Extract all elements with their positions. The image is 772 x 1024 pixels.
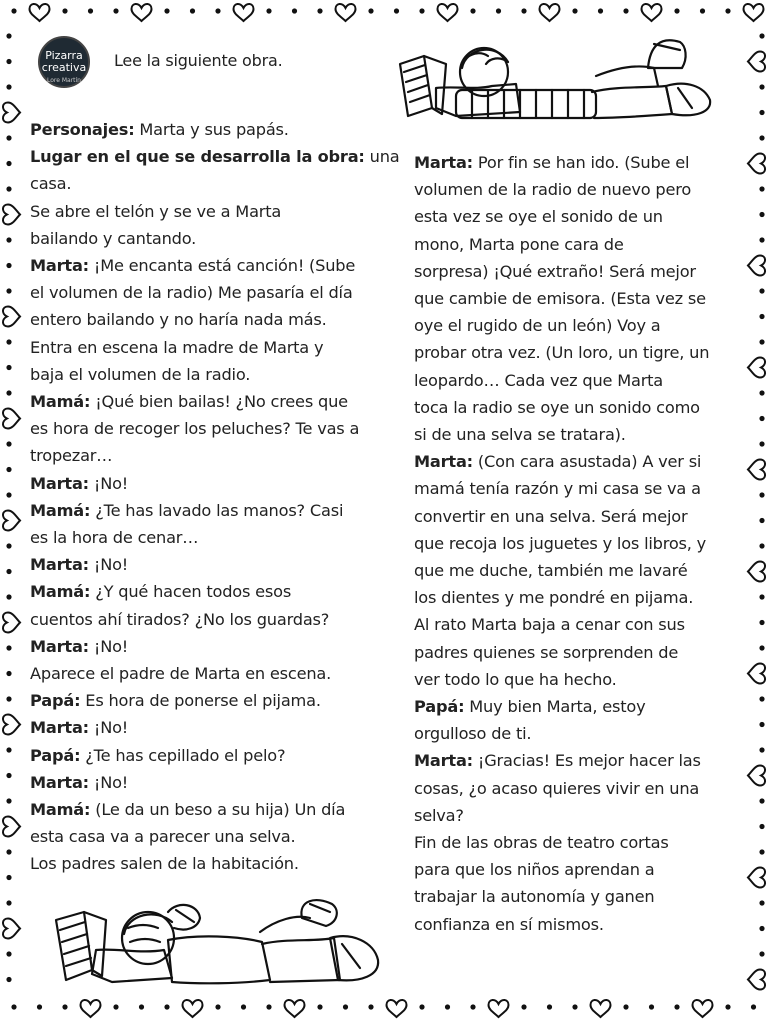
- border-dot: [6, 365, 11, 370]
- text-line: [30, 116, 402, 143]
- border-heart: [3, 205, 20, 225]
- border-dot: [6, 161, 11, 166]
- border-dot: [700, 8, 705, 13]
- dialogue-text: los dientes y me pondré en pijama.: [414, 588, 694, 608]
- border-dot: [6, 543, 11, 548]
- border-heart: [489, 1000, 509, 1017]
- text-line: [414, 176, 754, 203]
- dialogue-text: una: [364, 147, 400, 167]
- text-line: [30, 687, 402, 714]
- dialogue-text: volumen de la radio de nuevo pero: [414, 180, 692, 200]
- speaker-label: Marta:: [30, 772, 89, 792]
- dialogue-text: mamá tenía razón y mi casa se va a: [414, 479, 701, 499]
- border-heart: [30, 4, 50, 21]
- border-dot: [759, 543, 764, 548]
- border-dot: [445, 1004, 450, 1009]
- border-dot: [759, 492, 764, 497]
- text-line: [414, 693, 754, 720]
- border-heart: [540, 4, 560, 21]
- dialogue-text: baja el volumen de la radio.: [30, 364, 251, 384]
- speaker-label: Marta:: [30, 473, 89, 493]
- dialogue-text: orgulloso de ti.: [414, 724, 532, 744]
- border-dot: [11, 1004, 16, 1009]
- left-column-text: [30, 116, 402, 878]
- border-dot: [266, 1004, 271, 1009]
- border-dot: [759, 645, 764, 650]
- speaker-label: Marta:: [414, 452, 473, 472]
- border-dot: [6, 951, 11, 956]
- text-line: [30, 225, 402, 252]
- dialogue-text: selva?: [414, 805, 464, 825]
- dialogue-text: mono, Marta pone cara de: [414, 234, 624, 254]
- dialogue-text: confianza en sí mismos.: [414, 914, 604, 934]
- text-line: [414, 285, 754, 312]
- border-heart: [81, 1000, 101, 1017]
- border-dot: [6, 977, 11, 982]
- border-dot: [190, 8, 195, 13]
- border-dot: [6, 441, 11, 446]
- dialogue-text: sorpresa) ¡Qué extraño! Será mejor: [414, 261, 696, 281]
- border-dot: [572, 1004, 577, 1009]
- speaker-label: Marta:: [414, 751, 473, 771]
- text-line: [30, 524, 402, 551]
- dialogue-text: ¡Qué bien bailas! ¿No crees que: [90, 392, 348, 412]
- text-line: [30, 252, 402, 279]
- text-line: [414, 203, 754, 230]
- border-dot: [37, 1004, 42, 1009]
- border-dot: [759, 951, 764, 956]
- text-line: [30, 334, 402, 361]
- border-dot: [759, 594, 764, 599]
- text-line: [414, 530, 754, 557]
- border-dot: [759, 747, 764, 752]
- border-heart: [438, 4, 458, 21]
- border-dot: [6, 645, 11, 650]
- border-dot: [113, 1004, 118, 1009]
- border-dot: [759, 620, 764, 625]
- border-dot: [759, 110, 764, 115]
- dialogue-text: es la hora de cenar…: [30, 528, 199, 548]
- border-dot: [759, 314, 764, 319]
- border-dot: [725, 1004, 730, 1009]
- border-dot: [623, 1004, 628, 1009]
- text-line: [414, 666, 754, 693]
- dialogue-text: ¡Gracias! Es mejor hacer las: [472, 751, 701, 771]
- border-dot: [759, 518, 764, 523]
- border-dot: [6, 492, 11, 497]
- text-line: [30, 714, 402, 741]
- dialogue-text: que me duche, también me lavaré: [414, 561, 688, 581]
- dialogue-text: ¡Me encanta está canción! (Sube: [88, 256, 356, 276]
- dialogue-text: probar otra vez. (Un loro, un tigre, un: [414, 343, 710, 363]
- boy-reading-illustration: [396, 28, 714, 126]
- border-dot: [6, 594, 11, 599]
- text-line: [414, 231, 754, 258]
- dialogue-text: ¿Y qué hacen todos esos: [90, 582, 292, 602]
- border-dot: [6, 288, 11, 293]
- border-dot: [759, 237, 764, 242]
- text-line: [30, 388, 402, 415]
- text-line: [414, 856, 754, 883]
- dialogue-text: ¡No!: [88, 636, 129, 656]
- text-line: [30, 606, 402, 633]
- dialogue-text: Los padres salen de la habitación.: [30, 854, 299, 874]
- text-line: [30, 796, 402, 823]
- text-line: [30, 578, 402, 605]
- text-line: [414, 339, 754, 366]
- border-dot: [759, 824, 764, 829]
- border-dot: [6, 849, 11, 854]
- text-line: [30, 198, 402, 225]
- border-dot: [6, 875, 11, 880]
- dialogue-text: ¡No!: [88, 772, 129, 792]
- border-dot: [88, 8, 93, 13]
- dialogue-text: esta casa va a parecer una selva.: [30, 827, 296, 847]
- border-dot: [759, 186, 764, 191]
- speaker-label: Mamá:: [30, 500, 91, 520]
- border-dot: [139, 1004, 144, 1009]
- dialogue-text: trabajar la autonomía y ganen: [414, 887, 655, 907]
- speaker-label: Marta:: [30, 636, 89, 656]
- dialogue-text: oye el rugido de un león) Voy a: [414, 316, 661, 336]
- text-line: [414, 639, 754, 666]
- border-dot: [215, 1004, 220, 1009]
- text-line: [30, 823, 402, 850]
- border-heart: [3, 103, 20, 123]
- text-line: [30, 470, 402, 497]
- border-dot: [6, 671, 11, 676]
- text-line: [414, 747, 754, 774]
- text-line: [30, 742, 402, 769]
- border-heart: [387, 1000, 407, 1017]
- dialogue-text: para que los niños aprendan a: [414, 860, 655, 880]
- text-line: [30, 497, 402, 524]
- dialogue-text: ¡No!: [88, 718, 129, 738]
- dialogue-text: Aparece el padre de Marta en escena.: [30, 664, 332, 684]
- text-line: [414, 475, 754, 502]
- border-dot: [759, 900, 764, 905]
- dialogue-text: leopardo… Cada vez que Marta: [414, 370, 664, 390]
- dialogue-text: que cambie de emisora. (Esta vez se: [414, 289, 706, 309]
- border-dot: [6, 339, 11, 344]
- border-dot: [547, 1004, 552, 1009]
- text-line: [30, 769, 402, 796]
- border-heart: [3, 511, 20, 531]
- dialogue-text: ver todo lo que ha hecho.: [414, 669, 617, 689]
- text-line: [30, 361, 402, 388]
- dialogue-text: cuentos ahí tirados? ¿No los guardas?: [30, 609, 330, 629]
- border-dot: [6, 569, 11, 574]
- border-dot: [6, 696, 11, 701]
- border-dot: [164, 8, 169, 13]
- text-line: [414, 802, 754, 829]
- border-heart: [132, 4, 152, 21]
- text-line: [414, 584, 754, 611]
- text-line: [30, 850, 402, 877]
- speaker-label: Lugar en el que se desarrolla la obra:: [30, 147, 365, 167]
- border-dot: [6, 237, 11, 242]
- dialogue-text: Es hora de ponerse el pijama.: [80, 691, 321, 711]
- border-dot: [759, 849, 764, 854]
- border-dot: [6, 84, 11, 89]
- dialogue-text: padres quienes se sorprenden de: [414, 642, 679, 662]
- text-line: [414, 448, 754, 475]
- text-line: [414, 367, 754, 394]
- border-heart: [3, 307, 20, 327]
- border-dot: [759, 416, 764, 421]
- border-dot: [470, 8, 475, 13]
- border-dot: [6, 263, 11, 268]
- border-dot: [419, 1004, 424, 1009]
- border-dot: [759, 390, 764, 395]
- speaker-label: Personajes:: [30, 120, 135, 139]
- dialogue-text: el volumen de la radio) Me pasaría el día: [30, 283, 353, 303]
- dialogue-text: es hora de recoger los peluches? Te vas a: [30, 419, 360, 439]
- border-heart: [3, 613, 20, 633]
- right-column-text: [414, 149, 754, 938]
- text-line: [30, 551, 402, 578]
- border-dot: [623, 8, 628, 13]
- dialogue-text: esta vez se oye el sonido de un: [414, 207, 663, 227]
- border-heart: [748, 970, 765, 990]
- border-dot: [394, 8, 399, 13]
- text-line: [30, 143, 402, 170]
- border-dot: [6, 773, 11, 778]
- border-heart: [183, 1000, 203, 1017]
- border-heart: [234, 4, 254, 21]
- girl-reading-illustration: [48, 898, 384, 994]
- dialogue-text: Fin de las obras de teatro cortas: [414, 833, 669, 853]
- speaker-label: Mamá:: [30, 800, 91, 820]
- dialogue-text: ¿Te has lavado las manos? Casi: [90, 500, 344, 520]
- border-dot: [674, 8, 679, 13]
- border-dot: [164, 1004, 169, 1009]
- border-dot: [759, 135, 764, 140]
- border-dot: [266, 8, 271, 13]
- border-heart: [3, 715, 20, 735]
- speaker-label: Papá:: [414, 697, 465, 717]
- border-dot: [215, 8, 220, 13]
- border-heart: [748, 52, 765, 72]
- border-dot: [6, 59, 11, 64]
- text-line: [30, 415, 402, 442]
- border-dot: [759, 84, 764, 89]
- border-dot: [6, 135, 11, 140]
- dialogue-text: tropezar…: [30, 446, 113, 466]
- border-dot: [759, 339, 764, 344]
- border-dot: [419, 8, 424, 13]
- dialogue-text: Se abre el telón y se ve a Marta: [30, 201, 282, 221]
- border-dot: [759, 798, 764, 803]
- border-dot: [751, 1004, 756, 1009]
- text-line: [414, 258, 754, 285]
- border-heart: [642, 4, 662, 21]
- border-dot: [470, 1004, 475, 1009]
- text-line: [30, 660, 402, 687]
- border-dot: [317, 8, 322, 13]
- border-dot: [368, 1004, 373, 1009]
- text-line: [414, 503, 754, 530]
- dialogue-text: que recoja los juguetes y los libros, y: [414, 533, 707, 553]
- speaker-label: Marta:: [414, 153, 473, 172]
- text-line: [414, 720, 754, 747]
- dialogue-text: Marta y sus papás.: [134, 120, 289, 139]
- dialogue-text: ¡No!: [88, 555, 129, 575]
- dialogue-text: Entra en escena la madre de Marta y: [30, 337, 324, 357]
- border-heart: [285, 1000, 305, 1017]
- text-line: [414, 883, 754, 910]
- dialogue-text: Muy bien Marta, estoy: [464, 697, 646, 717]
- dialogue-text: (Con cara asustada) A ver si: [472, 452, 702, 472]
- text-line: [30, 306, 402, 333]
- border-dot: [572, 8, 577, 13]
- speaker-label: Papá:: [30, 745, 81, 765]
- pizarra-creativa-logo: Pizarra creativa Lore Martín: [38, 36, 90, 88]
- dialogue-text: Por fin se han ido. (Sube el: [472, 153, 690, 172]
- dialogue-text: toca la radio se oye un sonido como: [414, 397, 700, 417]
- border-dot: [62, 8, 67, 13]
- border-dot: [674, 1004, 679, 1009]
- speaker-label: Papá:: [30, 691, 81, 711]
- border-dot: [62, 1004, 67, 1009]
- border-heart: [336, 4, 356, 21]
- border-heart: [3, 919, 20, 939]
- text-line: [414, 775, 754, 802]
- text-line: [414, 829, 754, 856]
- text-line: [414, 312, 754, 339]
- border-heart: [744, 4, 764, 21]
- dialogue-text: ¡No!: [88, 473, 129, 493]
- dialogue-text: si de una selva se tratara).: [414, 425, 626, 445]
- border-dot: [496, 8, 501, 13]
- border-dot: [368, 8, 373, 13]
- text-line: [414, 394, 754, 421]
- dialogue-text: casa.: [30, 174, 72, 194]
- dialogue-text: convertir en una selva. Será mejor: [414, 506, 688, 526]
- border-heart: [3, 817, 20, 837]
- border-dot: [759, 288, 764, 293]
- border-dot: [521, 1004, 526, 1009]
- border-heart: [591, 1000, 611, 1017]
- text-line: [414, 421, 754, 448]
- border-dot: [6, 798, 11, 803]
- dialogue-text: entero bailando y no haría nada más.: [30, 310, 327, 330]
- text-line: [30, 279, 402, 306]
- border-dot: [598, 8, 603, 13]
- speaker-label: Marta:: [30, 718, 89, 738]
- text-line: [414, 911, 754, 938]
- border-heart: [3, 409, 20, 429]
- border-dot: [6, 186, 11, 191]
- border-dot: [6, 900, 11, 905]
- border-dot: [6, 390, 11, 395]
- instruction-text: Lee la siguiente obra.: [114, 51, 283, 70]
- border-dot: [6, 467, 11, 472]
- border-dot: [759, 722, 764, 727]
- text-line: [414, 557, 754, 584]
- border-dot: [759, 696, 764, 701]
- border-dot: [725, 8, 730, 13]
- text-line: [414, 149, 754, 176]
- border-dot: [343, 1004, 348, 1009]
- border-dot: [317, 1004, 322, 1009]
- text-line: [30, 442, 402, 469]
- border-dot: [6, 33, 11, 38]
- border-dot: [759, 212, 764, 217]
- text-line: [414, 611, 754, 638]
- border-dot: [521, 8, 526, 13]
- border-dot: [759, 441, 764, 446]
- dialogue-text: bailando y cantando.: [30, 228, 197, 248]
- dialogue-text: ¿Te has cepillado el pelo?: [80, 745, 286, 765]
- text-line: [30, 170, 402, 197]
- speaker-label: Marta:: [30, 256, 89, 276]
- border-heart: [693, 1000, 713, 1017]
- border-dot: [649, 1004, 654, 1009]
- border-dot: [241, 1004, 246, 1009]
- border-dot: [113, 8, 118, 13]
- text-line: [30, 633, 402, 660]
- speaker-label: Marta:: [30, 555, 89, 575]
- border-dot: [759, 33, 764, 38]
- dialogue-text: cosas, ¿o acaso quieres vivir en una: [414, 778, 700, 798]
- dialogue-text: Al rato Marta baja a cenar con sus: [414, 615, 685, 635]
- speaker-label: Mamá:: [30, 582, 91, 602]
- border-dot: [11, 8, 16, 13]
- dialogue-text: (Le da un beso a su hija) Un día: [90, 800, 346, 820]
- border-dot: [292, 8, 297, 13]
- border-dot: [6, 747, 11, 752]
- speaker-label: Mamá:: [30, 392, 91, 412]
- border-dot: [759, 926, 764, 931]
